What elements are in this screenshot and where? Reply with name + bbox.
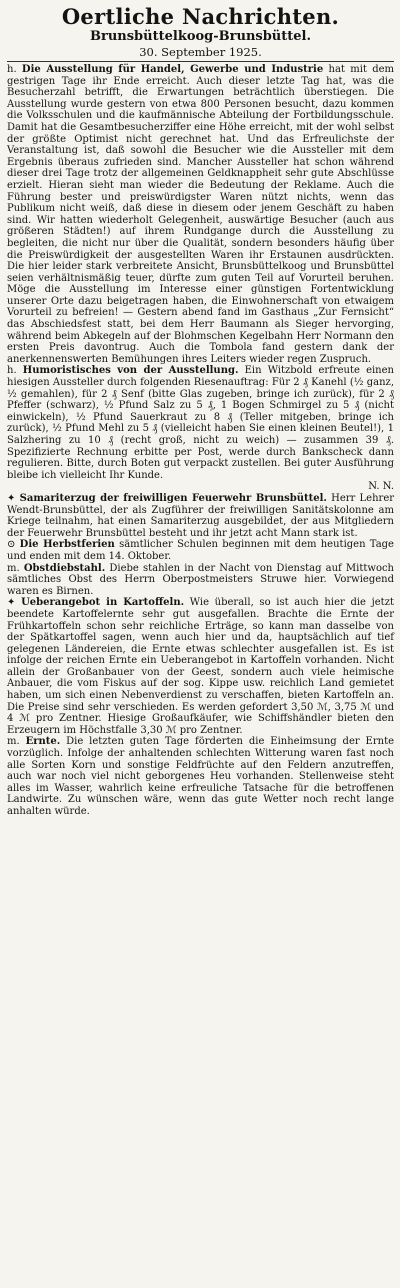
article-marker: ✦ [7,492,16,504]
article-headline: Ernte. [25,736,61,748]
article-headline: Die Ausstellung für Handel, Gewerbe und Industrie [21,64,324,75]
article-body: Ein Witzbold erfreute einen hiesigen Aussteller durch folgenden Riesenauftrag: Für 2 ₰ Kanehl (½ ganz, ½ gemahlen), für 2 ₰ Senf (bitte Glas zugeben, bringe ich zurück), für 2 ₰ Pfeffer (schwarz), ½ Pfund Salz zu 5 ₰, 1 Bogen Schmirgel zu 5 ₰ (nicht einwickeln), ½ Pfund Sauerkraut zu 8 ₰ (Teller mitgeben, bringe ich zurück), ½ Pfund Mehl zu 5 ₰ (vielleicht haben Sie einen kleinen Beutel!), 1 Salzhering zu 10 ₰ (recht groß, nicht zu weich) — zusammen 39 ₰. Spezifizierte Rechnung erbitte per Post, werde durch Bankscheck dann regulieren. Bitte, durch Boten gut verpackt zustellen. Bei guter Ausführung bleibe ich vielleicht Ihr Kunde. [7,365,394,481]
article-headline: Obstdiebstahl. [23,562,106,574]
article-marker: m. [7,736,20,748]
news-article [7,597,394,736]
article-headline: Die Herbstferien [19,539,115,551]
article-headline: Humoristisches von der Ausstellung. [22,365,239,377]
article-body: Diebe stahlen in der Nacht von Dienstag auf Mittwoch sämtliches Obst des Herrn Oberpostmeisters Struwe hier. Vorwiegend waren es Birnen. [7,562,394,597]
section-title: Oertliche Nachrichten. [61,4,340,29]
article-body: Herr Lehrer Wendt-Brunsbüttel, der als Zugführer der freiwilligen Sanitätskolonne am Kriege teilnahm, hat einen Samariterzug ausgebildet, der aus Mitgliedern der Feuerwehr Brunsbüttel besteht und ihr jetzt acht Mann stark ist. [7,492,395,539]
article-headline: Ueberangebot in Kartoffeln. [21,597,185,609]
article-body: sämtlicher Schulen beginnen mit dem heutigen Tage und enden mit dem 14. Oktober. [7,539,394,562]
article-marker: ⊙ [7,539,16,551]
article-signature: N. N. [368,481,394,493]
article-list [7,64,394,818]
article-marker: h. [7,64,17,75]
article-body: hat mit dem gestrigen Tage ihr Ende erreicht. Auch dieser letzte Tag hat, was die Besucherzahl betrifft, die Erwartungen beträchtlich überstiegen. Die Ausstellung wurde gestern von etwa 800 Personen besucht, dazu kommen die Volksschulen und die kaufmännische Abteilung der Fortbildungsschule. Damit hat die Gesamtbesucherziffer eine Höhe erreicht, mit der wohl selbst der größte Optimist nicht gerechnet hat. Und das Erfreulichste der Veranstaltung ist, daß sowohl die Besucher wie die Aussteller mit dem Ergebnis überaus zufrieden sind. Mancher Aussteller hat schon während dieser drei Tage trotz der allgemeinen Geldknappheit sehr gute Abschlüsse erzielt. Hieran sieht man wieder die Bedeutung der Reklame. Auch die Führung bester und preiswürdigster Waren nützt nichts, wenn das Publikum nicht weiß, daß diese in diesem oder jenem Geschäft zu haben sind. Wir hatten wiederholt Gelegenheit, auswärtige Besucher (auch aus größeren Städten!) auf ihrem Rundgange durch die Ausstellung zu begleiten, die nicht nur über die Qualität, sondern besonders häufig über die Preiswürdigkeit der ausgestellten Waren ihr Erstaunen ausdrückten. Die hier leider stark verbreitete Ansicht, Brunsbüttelkoog und Brunsbüttel seien verhältnismäßig teuer, dürfte zum guten Teil auf Vorurteil beruhen. Möge die Ausstellung im Interesse einer günstigen Fortentwicklung unserer Orte dazu beigetragen haben, die Einwohnerschaft von etwaigem Vorurteil zu befreien! — Gestern abend fand im Gasthaus „Zur Fernsicht“ das Abschiedsfest statt, bei dem Herr Baumann als Sieger hervorging, während beim Abkegeln auf der Blohmschen Kegelbahn Herr Normann den ersten Preis davontrug. Auch die Tombola fand gestern dank der anerkennenswerten Bemühungen ihres Leiters wieder regen Zuspruch. [7,64,394,365]
article-body: Die letzten guten Tage förderten die Einheimsung der Ernte vorzüglich. Infolge der anhaltenden schlechten Witterung waren fast noch alle Sorten Korn und sonstige Feldfrüchte auf den Feldern anzutreffen, auch war noch viel nicht geborgenes Heu vorhanden. Stellenweise steht alles im Wasser, wahrlich keine erfreuliche Tatsache für die betroffenen Landwirte. Zu wünschen wäre, wenn das gute Wetter noch recht lange anhalten würde. [7,736,395,817]
article-body: Wie überall, so ist auch hier die jetzt beendete Kartoffelernte sehr gut ausgefallen. Brachte die Ernte der Frühkartoffeln schon sehr reichliche Erträge, so kann man dasselbe von der Spätkartoffel sagen, wenn auch hier und da, hauptsächlich auf tief gelegenen Ländereien, die Ernte etwas schlechter ausgefallen ist. Es ist infolge der reichen Ernte ein Ueberangebot in Kartoffeln vorhanden. Nicht allein der Großanbauer von der Geest, sondern auch viele heimische Anbauer, die vom Fiskus auf der sog. Kippe usw. reichlich Land gemietet haben, um sich einen Nebenverdienst zu verschaffen, bieten Kartoffeln an. Die Preise sind sehr verschieden. Es werden gefordert 3,50 ℳ, 3,75 ℳ und 4 ℳ pro Zentner. Hiesige Großaufkäufer, wie Schiffshändler bieten den Erzeugern im Höchstfalle 3,30 ℳ pro Zentner. [7,597,394,736]
dateline: 30. September 1925. [139,45,262,59]
news-article [7,563,394,598]
news-article [7,539,394,562]
article-marker: m. [7,562,20,574]
news-article [7,493,394,539]
news-article [7,736,394,817]
news-article [7,365,394,493]
divider [7,61,394,62]
news-article [7,64,394,365]
article-marker: h. [7,365,17,377]
article-marker: ✦ [7,597,16,609]
section-subtitle: Brunsbüttelkoog-Brunsbüttel. [90,29,311,44]
article-headline: Samariterzug der freiwilligen Feuerwehr Brunsbüttel. [19,492,327,504]
